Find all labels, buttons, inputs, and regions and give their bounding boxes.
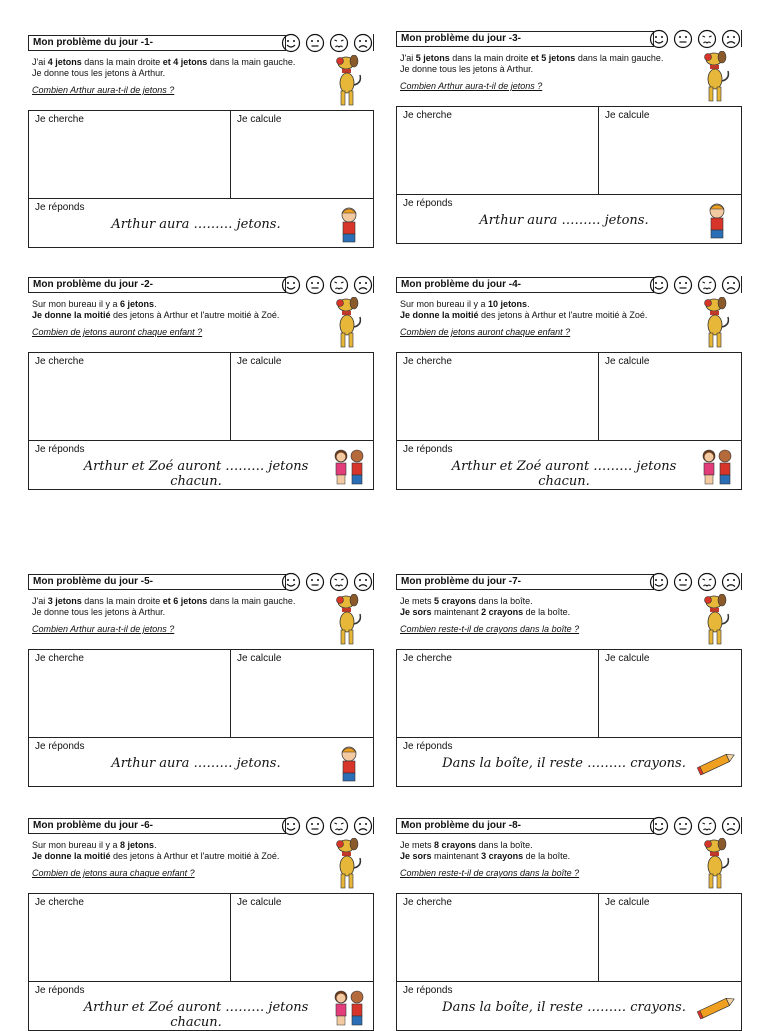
neutral-face-icon[interactable] [673, 275, 693, 295]
card-header [28, 573, 374, 592]
answer-box[interactable] [397, 195, 741, 243]
answer-grid [396, 893, 742, 1031]
key-phrase: et 6 jetons [162, 596, 208, 606]
statement-text: dans la boîte. [476, 840, 533, 850]
problem-statement [396, 592, 742, 649]
answer-sentence: Arthur aura ……… jetons. [479, 213, 649, 228]
statement-line [400, 310, 742, 321]
pencil-icon [697, 742, 737, 784]
key-phrase: et 5 jetons [530, 53, 576, 63]
search-box[interactable] [29, 353, 231, 441]
problem-statement [28, 53, 374, 110]
calcule-label: Je calcule [605, 110, 650, 121]
statement-text: Je mets [400, 840, 435, 850]
statement-text: . [154, 840, 157, 850]
key-phrase: Je donne la moitié [400, 310, 479, 320]
sad-face-icon[interactable] [721, 29, 741, 49]
problem-statement [396, 836, 742, 893]
answer-grid [396, 106, 742, 244]
reponds-label: Je réponds [403, 444, 453, 455]
worried-face-icon[interactable] [697, 29, 717, 49]
key-phrase: 8 crayons [434, 840, 477, 850]
sad-face-icon[interactable] [353, 33, 373, 53]
calculate-box[interactable] [231, 894, 373, 982]
card-title: Mon problème du jour -6- [28, 818, 286, 834]
problem-question: Combien de jetons auront chaque enfant ? [32, 327, 203, 337]
very-happy-face-icon[interactable] [649, 29, 669, 49]
statement-text: dans la main gauche. [575, 53, 664, 63]
statement-text: dans la main droite [449, 53, 531, 63]
calculate-box[interactable] [599, 107, 741, 195]
card-title: Mon problème du jour -7- [396, 574, 654, 590]
very-happy-face-icon[interactable] [281, 275, 301, 295]
problem-card [396, 573, 742, 787]
cherche-label: Je cherche [403, 356, 452, 367]
problem-card [28, 817, 374, 1031]
problem-statement [28, 295, 374, 352]
sad-face-icon[interactable] [721, 816, 741, 836]
statement-line [400, 64, 742, 75]
reponds-label: Je réponds [35, 202, 85, 213]
card-title: Mon problème du jour -8- [396, 818, 654, 834]
answer-sentence: Arthur aura ……… jetons. [111, 756, 281, 771]
answer-box[interactable] [29, 982, 373, 1030]
statement-line [32, 596, 374, 607]
dog-mascot-icon [698, 51, 738, 107]
worried-face-icon[interactable] [697, 275, 717, 295]
answer-sentence: Dans la boîte, il reste ……… crayons. [442, 756, 686, 771]
statement-text: dans la main droite [81, 57, 163, 67]
dog-mascot-icon [698, 297, 738, 353]
calcule-label: Je calcule [237, 897, 282, 908]
problem-statement [28, 836, 374, 893]
answer-grid [28, 110, 374, 248]
key-phrase: 8 jetons [120, 840, 155, 850]
search-box[interactable] [397, 650, 599, 738]
sad-face-icon[interactable] [353, 275, 373, 295]
self-assessment [649, 30, 742, 47]
sad-face-icon[interactable] [721, 572, 741, 592]
dog-mascot-icon [698, 838, 738, 894]
self-assessment [649, 817, 742, 834]
very-happy-face-icon[interactable] [281, 33, 301, 53]
key-phrase: Je donne la moitié [32, 310, 111, 320]
statement-text: maintenant [431, 607, 482, 617]
key-phrase: 3 jetons [47, 596, 82, 606]
key-phrase: et 4 jetons [162, 57, 208, 67]
card-header [396, 817, 742, 836]
search-box[interactable] [397, 353, 599, 441]
search-box[interactable] [29, 650, 231, 738]
answer-grid [28, 352, 374, 490]
problem-card [396, 276, 742, 490]
key-phrase: 10 jetons [488, 299, 528, 309]
key-phrase: 4 jetons [47, 57, 82, 67]
reponds-label: Je réponds [35, 741, 85, 752]
statement-text: des jetons à Arthur et l'autre moitié à Zoé. [478, 310, 648, 320]
statement-line [32, 68, 374, 79]
self-assessment [281, 276, 374, 293]
very-happy-face-icon[interactable] [649, 816, 669, 836]
card-header [396, 573, 742, 592]
answer-sentence: Arthur et Zoé auront ……… jetons chacun. [83, 459, 309, 489]
cherche-label: Je cherche [35, 356, 84, 367]
cherche-label: Je cherche [35, 114, 84, 125]
statement-line [400, 53, 742, 64]
self-assessment [281, 573, 374, 590]
dog-mascot-icon [330, 55, 370, 111]
key-phrase: 5 crayons [434, 596, 477, 606]
very-happy-face-icon[interactable] [649, 275, 669, 295]
statement-line [400, 299, 742, 310]
statement-text: des jetons à Arthur et l'autre moitié à Zoé. [110, 851, 280, 861]
calcule-label: Je calcule [605, 897, 650, 908]
answer-box[interactable] [397, 738, 741, 786]
neutral-face-icon[interactable] [673, 29, 693, 49]
cherche-label: Je cherche [403, 653, 452, 664]
card-header [28, 34, 374, 53]
children-icon [329, 445, 369, 487]
answer-box[interactable] [397, 441, 741, 489]
neutral-face-icon[interactable] [305, 275, 325, 295]
cherche-label: Je cherche [403, 897, 452, 908]
calcule-label: Je calcule [237, 356, 282, 367]
card-header [396, 30, 742, 49]
answer-sentence: Arthur et Zoé auront ……… jetons chacun. [83, 1000, 309, 1030]
reponds-label: Je réponds [403, 741, 453, 752]
key-phrase: 3 crayons [481, 851, 524, 861]
self-assessment [649, 573, 742, 590]
statement-text: Je donne tous les jetons à Arthur. [32, 68, 166, 78]
card-title: Mon problème du jour -2- [28, 277, 286, 293]
calculate-box[interactable] [231, 111, 373, 199]
card-title: Mon problème du jour -4- [396, 277, 654, 293]
worried-face-icon[interactable] [697, 572, 717, 592]
problem-card [396, 817, 742, 1031]
card-title: Mon problème du jour -1- [28, 35, 286, 51]
statement-text: des jetons à Arthur et l'autre moitié à Zoé. [110, 310, 280, 320]
answer-grid [28, 893, 374, 1031]
statement-text: Sur mon bureau il y a [32, 299, 121, 309]
calcule-label: Je calcule [605, 356, 650, 367]
answer-sentence: Arthur et Zoé auront ……… jetons chacun. [451, 459, 677, 489]
children-icon [329, 986, 369, 1028]
statement-text: dans la main gauche. [207, 596, 296, 606]
neutral-face-icon[interactable] [673, 816, 693, 836]
key-phrase: Je sors [400, 607, 432, 617]
worried-face-icon[interactable] [329, 816, 349, 836]
calculate-box[interactable] [231, 353, 373, 441]
statement-text: Je mets [400, 596, 435, 606]
key-phrase: Je sors [400, 851, 432, 861]
answer-box[interactable] [29, 738, 373, 786]
problem-question: Combien de jetons aura chaque enfant ? [32, 868, 195, 878]
statement-text: dans la boîte. [476, 596, 533, 606]
statement-text: . [154, 299, 157, 309]
calcule-label: Je calcule [605, 653, 650, 664]
problem-question: Combien Arthur aura-t-il de jetons ? [32, 85, 175, 95]
card-header [28, 817, 374, 836]
statement-line [32, 851, 374, 862]
statement-text: Je donne tous les jetons à Arthur. [400, 64, 534, 74]
statement-text: de la boîte. [523, 851, 571, 861]
statement-text: Je donne tous les jetons à Arthur. [32, 607, 166, 617]
answer-box[interactable] [29, 199, 373, 247]
cherche-label: Je cherche [403, 110, 452, 121]
dog-mascot-icon [698, 594, 738, 650]
children-icon [697, 445, 737, 487]
problem-card [28, 573, 374, 787]
worried-face-icon[interactable] [697, 816, 717, 836]
card-header [28, 276, 374, 295]
statement-text: Sur mon bureau il y a [32, 840, 121, 850]
card-title: Mon problème du jour -3- [396, 31, 654, 47]
very-happy-face-icon[interactable] [281, 572, 301, 592]
statement-text: dans la main droite [81, 596, 163, 606]
calcule-label: Je calcule [237, 653, 282, 664]
statement-line [400, 851, 742, 862]
calculate-box[interactable] [599, 894, 741, 982]
calcule-label: Je calcule [237, 114, 282, 125]
statement-line [32, 57, 374, 68]
dog-mascot-icon [330, 838, 370, 894]
answer-sentence: Arthur aura ……… jetons. [111, 217, 281, 232]
sad-face-icon[interactable] [353, 572, 373, 592]
sad-face-icon[interactable] [353, 816, 373, 836]
statement-text: . [527, 299, 530, 309]
statement-line [32, 607, 374, 618]
search-box[interactable] [397, 107, 599, 195]
statement-line [32, 299, 374, 310]
statement-line [32, 840, 374, 851]
problem-card [28, 276, 374, 490]
self-assessment [281, 817, 374, 834]
problem-card [396, 30, 742, 244]
statement-line [400, 607, 742, 618]
search-box[interactable] [29, 894, 231, 982]
calculate-box[interactable] [599, 353, 741, 441]
problem-question: Combien reste-t-il de crayons dans la boîte ? [400, 868, 580, 878]
answer-grid [396, 649, 742, 787]
statement-line [32, 310, 374, 321]
worried-face-icon[interactable] [329, 572, 349, 592]
dog-mascot-icon [330, 297, 370, 353]
self-assessment [649, 276, 742, 293]
problem-question: Combien de jetons auront chaque enfant ? [400, 327, 571, 337]
key-phrase: 5 jetons [415, 53, 450, 63]
statement-text: de la boîte. [523, 607, 571, 617]
reponds-label: Je réponds [403, 985, 453, 996]
boy-icon [697, 199, 737, 241]
statement-text: maintenant [431, 851, 482, 861]
cherche-label: Je cherche [35, 653, 84, 664]
reponds-label: Je réponds [35, 985, 85, 996]
answer-grid [396, 352, 742, 490]
cherche-label: Je cherche [35, 897, 84, 908]
statement-text: J'ai [400, 53, 416, 63]
search-box[interactable] [397, 894, 599, 982]
very-happy-face-icon[interactable] [649, 572, 669, 592]
problem-question: Combien reste-t-il de crayons dans la boîte ? [400, 624, 580, 634]
statement-line [400, 840, 742, 851]
calculate-box[interactable] [599, 650, 741, 738]
neutral-face-icon[interactable] [305, 33, 325, 53]
problem-question: Combien Arthur aura-t-il de jetons ? [32, 624, 175, 634]
key-phrase: 2 crayons [481, 607, 524, 617]
neutral-face-icon[interactable] [305, 816, 325, 836]
reponds-label: Je réponds [403, 198, 453, 209]
key-phrase: 6 jetons [120, 299, 155, 309]
neutral-face-icon[interactable] [673, 572, 693, 592]
self-assessment [281, 34, 374, 51]
statement-text: J'ai [32, 596, 48, 606]
problem-statement [28, 592, 374, 649]
sad-face-icon[interactable] [721, 275, 741, 295]
worried-face-icon[interactable] [329, 275, 349, 295]
boy-icon [329, 203, 369, 245]
answer-box[interactable] [397, 982, 741, 1030]
answer-grid [28, 649, 374, 787]
problem-statement [396, 49, 742, 106]
dog-mascot-icon [330, 594, 370, 650]
statement-line [400, 596, 742, 607]
calculate-box[interactable] [231, 650, 373, 738]
answer-box[interactable] [29, 441, 373, 489]
answer-sentence: Dans la boîte, il reste ……… crayons. [442, 1000, 686, 1015]
statement-text: J'ai [32, 57, 48, 67]
problem-card [28, 34, 374, 248]
statement-text: dans la main gauche. [207, 57, 296, 67]
problem-question: Combien Arthur aura-t-il de jetons ? [400, 81, 543, 91]
statement-text: Sur mon bureau il y a [400, 299, 489, 309]
card-title: Mon problème du jour -5- [28, 574, 286, 590]
reponds-label: Je réponds [35, 444, 85, 455]
card-header [396, 276, 742, 295]
pencil-icon [697, 986, 737, 1028]
very-happy-face-icon[interactable] [281, 816, 301, 836]
key-phrase: Je donne la moitié [32, 851, 111, 861]
boy-icon [329, 742, 369, 784]
problem-statement [396, 295, 742, 352]
worried-face-icon[interactable] [329, 33, 349, 53]
neutral-face-icon[interactable] [305, 572, 325, 592]
search-box[interactable] [29, 111, 231, 199]
